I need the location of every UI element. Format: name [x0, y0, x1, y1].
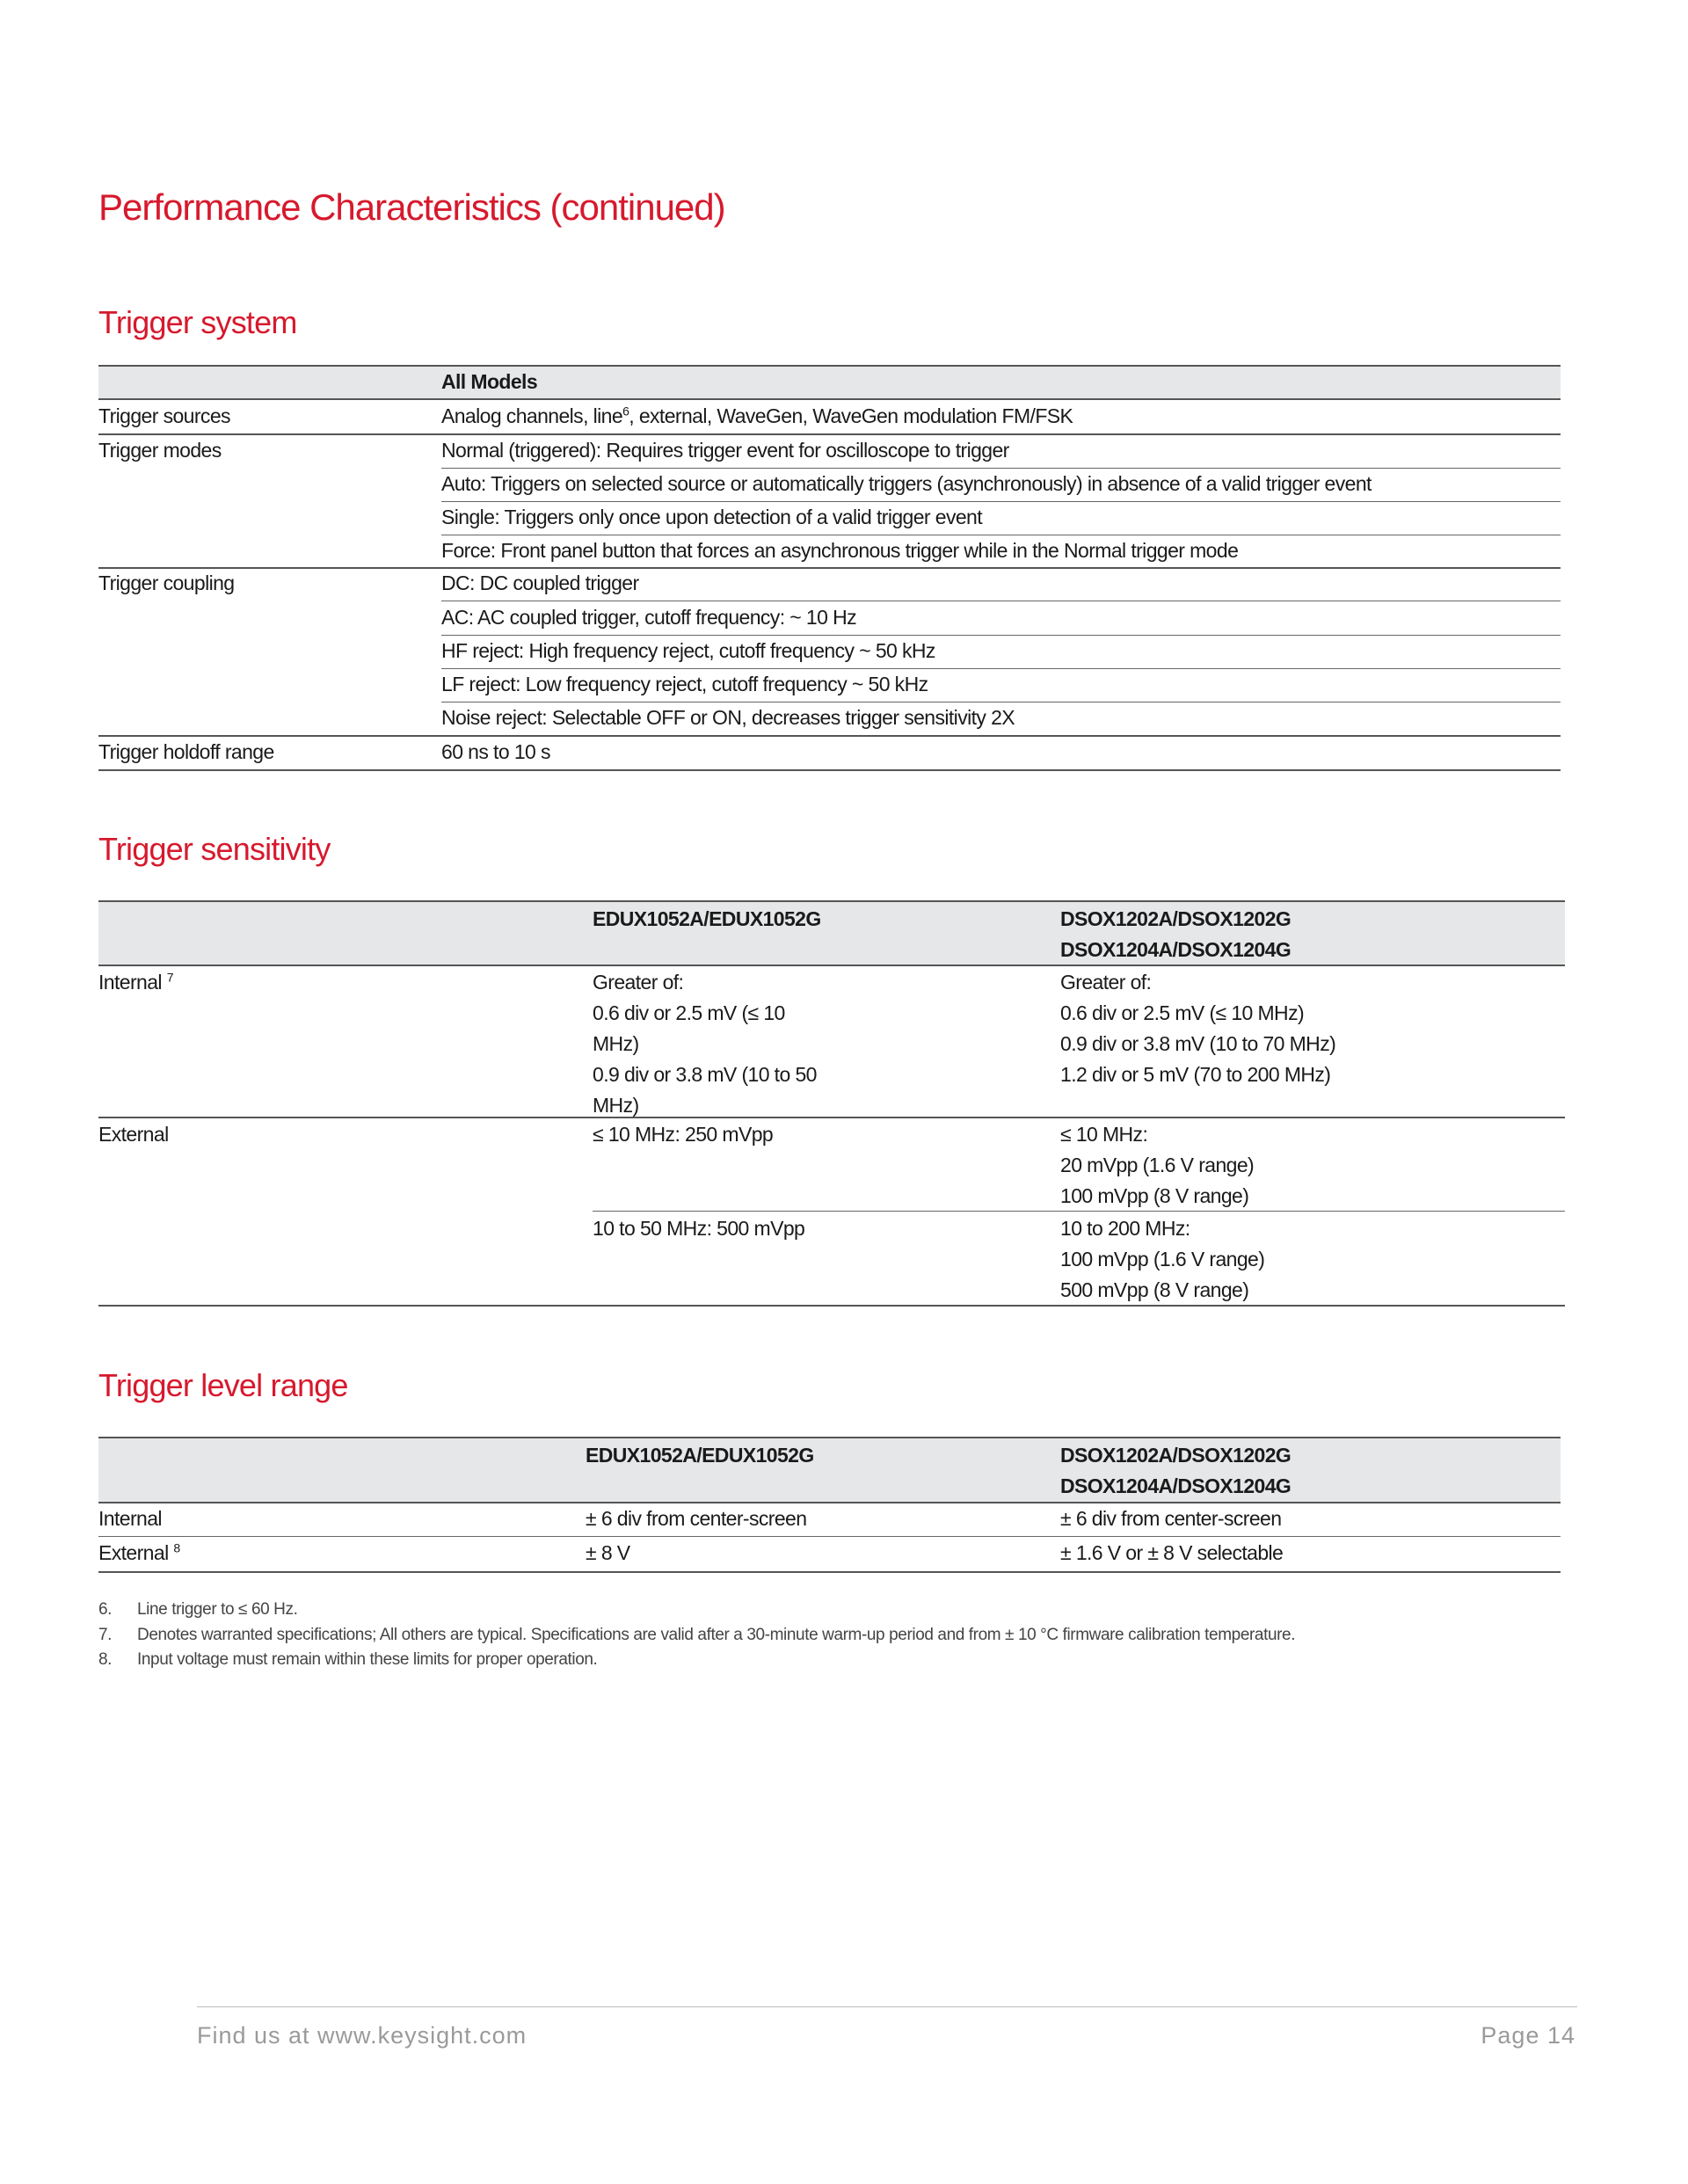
cell-value: HF reject: High frequency reject, cutoff frequency ~ 50 kHz	[441, 639, 935, 662]
cell-value: Greater of: 0.6 div or 2.5 mV (≤ 10 MHz) 0.9 div or 3.8 mV (10 to 50 MHz)	[593, 971, 817, 1117]
column-header: DSOX1202A/DSOX1202G DSOX1204A/DSOX1204G	[1060, 1444, 1291, 1497]
cell-value: Greater of: 0.6 div or 2.5 mV (≤ 10 MHz) 0.9 div or 3.8 mV (10 to 70 MHz) 1.2 div or 5 mV (70 to 200 MHz)	[1060, 971, 1336, 1086]
cell-value: ± 1.6 V or ± 8 V selectable	[1060, 1541, 1284, 1564]
cell-value: ≤ 10 MHz: 250 mVpp	[593, 1123, 774, 1146]
page-title: Performance Characteristics (continued)	[98, 186, 725, 228]
footer-link[interactable]: Find us at www.keysight.com	[197, 2022, 528, 2049]
cell-value: ± 8 V	[586, 1541, 630, 1564]
row-label: Trigger sources	[98, 404, 230, 427]
cell-value: AC: AC coupled trigger, cutoff frequency: ~ 10 Hz	[441, 606, 856, 629]
cell-value: Auto: Triggers on selected source or automatically triggers (asynchronously) in absence of a valid trigger event	[441, 472, 1372, 495]
footnote-text: Denotes warranted specifications; All others are typical. Specifications are valid after a 30-minute warm-up period and from ± 10 °C firmware calibration temperature.	[137, 1626, 1296, 1644]
section-heading-trigger-level-range: Trigger level range	[98, 1367, 348, 1403]
footnote-text: Input voltage must remain within these limits for proper operation.	[137, 1650, 598, 1669]
cell-value: ± 6 div from center-screen	[1060, 1507, 1282, 1530]
cell-value: 10 to 50 MHz: 500 mVpp	[593, 1217, 805, 1240]
row-label: External	[98, 1123, 169, 1146]
section-heading-trigger-sensitivity: Trigger sensitivity	[98, 831, 331, 867]
page-number: Page 14	[1481, 2022, 1575, 2049]
row-label: External $^8$	[98, 1540, 180, 1564]
footer-divider	[197, 2006, 1577, 2007]
cell-value: DC: DC coupled trigger	[441, 571, 639, 594]
row-label: Trigger modes	[98, 439, 222, 462]
row-label: Internal $^7$	[98, 970, 173, 994]
footnote-number: 8.	[98, 1650, 113, 1669]
section-heading-trigger-system: Trigger system	[98, 304, 297, 340]
column-header: EDUX1052A/EDUX1052G	[593, 907, 821, 930]
cell-value: Force: Front panel button that forces an asynchronous trigger while in the Normal trigger mode	[441, 539, 1239, 562]
footnote-number: 7.	[98, 1626, 113, 1644]
footnote-number: 6.	[98, 1600, 113, 1619]
footnote-text: Line trigger to ≤ 60 Hz.	[137, 1600, 298, 1619]
column-header: EDUX1052A/EDUX1052G	[586, 1444, 814, 1467]
cell-value: LF reject: Low frequency reject, cutoff frequency ~ 50 kHz	[441, 673, 928, 695]
cell-value: ± 6 div from center-screen	[586, 1507, 807, 1530]
row-label: Trigger coupling	[98, 571, 235, 594]
row-label: Internal	[98, 1507, 162, 1530]
cell-value: Analog channels, line$^6$, external, WaveGen, WaveGen modulation FM/FSK	[441, 404, 1073, 427]
row-label: Trigger holdoff range	[98, 740, 274, 763]
column-header: DSOX1202A/DSOX1202G DSOX1204A/DSOX1204G	[1060, 907, 1291, 961]
cell-value: 60 ns to 10 s	[441, 740, 550, 763]
column-header: All Models	[441, 370, 538, 393]
cell-value: Single: Triggers only once upon detection of a valid trigger event	[441, 506, 983, 528]
cell-value: Noise reject: Selectable OFF or ON, decreases trigger sensitivity 2X	[441, 706, 1015, 729]
cell-value: ≤ 10 MHz: 20 mVpp (1.6 V range) 100 mVpp (8 V range)	[1060, 1123, 1255, 1207]
table-header	[98, 366, 1561, 398]
cell-value: Normal (triggered): Requires trigger event for oscilloscope to trigger	[441, 439, 1009, 462]
cell-value: 10 to 200 MHz: 100 mVpp (1.6 V range) 500 mVpp (8 V range)	[1060, 1217, 1265, 1301]
